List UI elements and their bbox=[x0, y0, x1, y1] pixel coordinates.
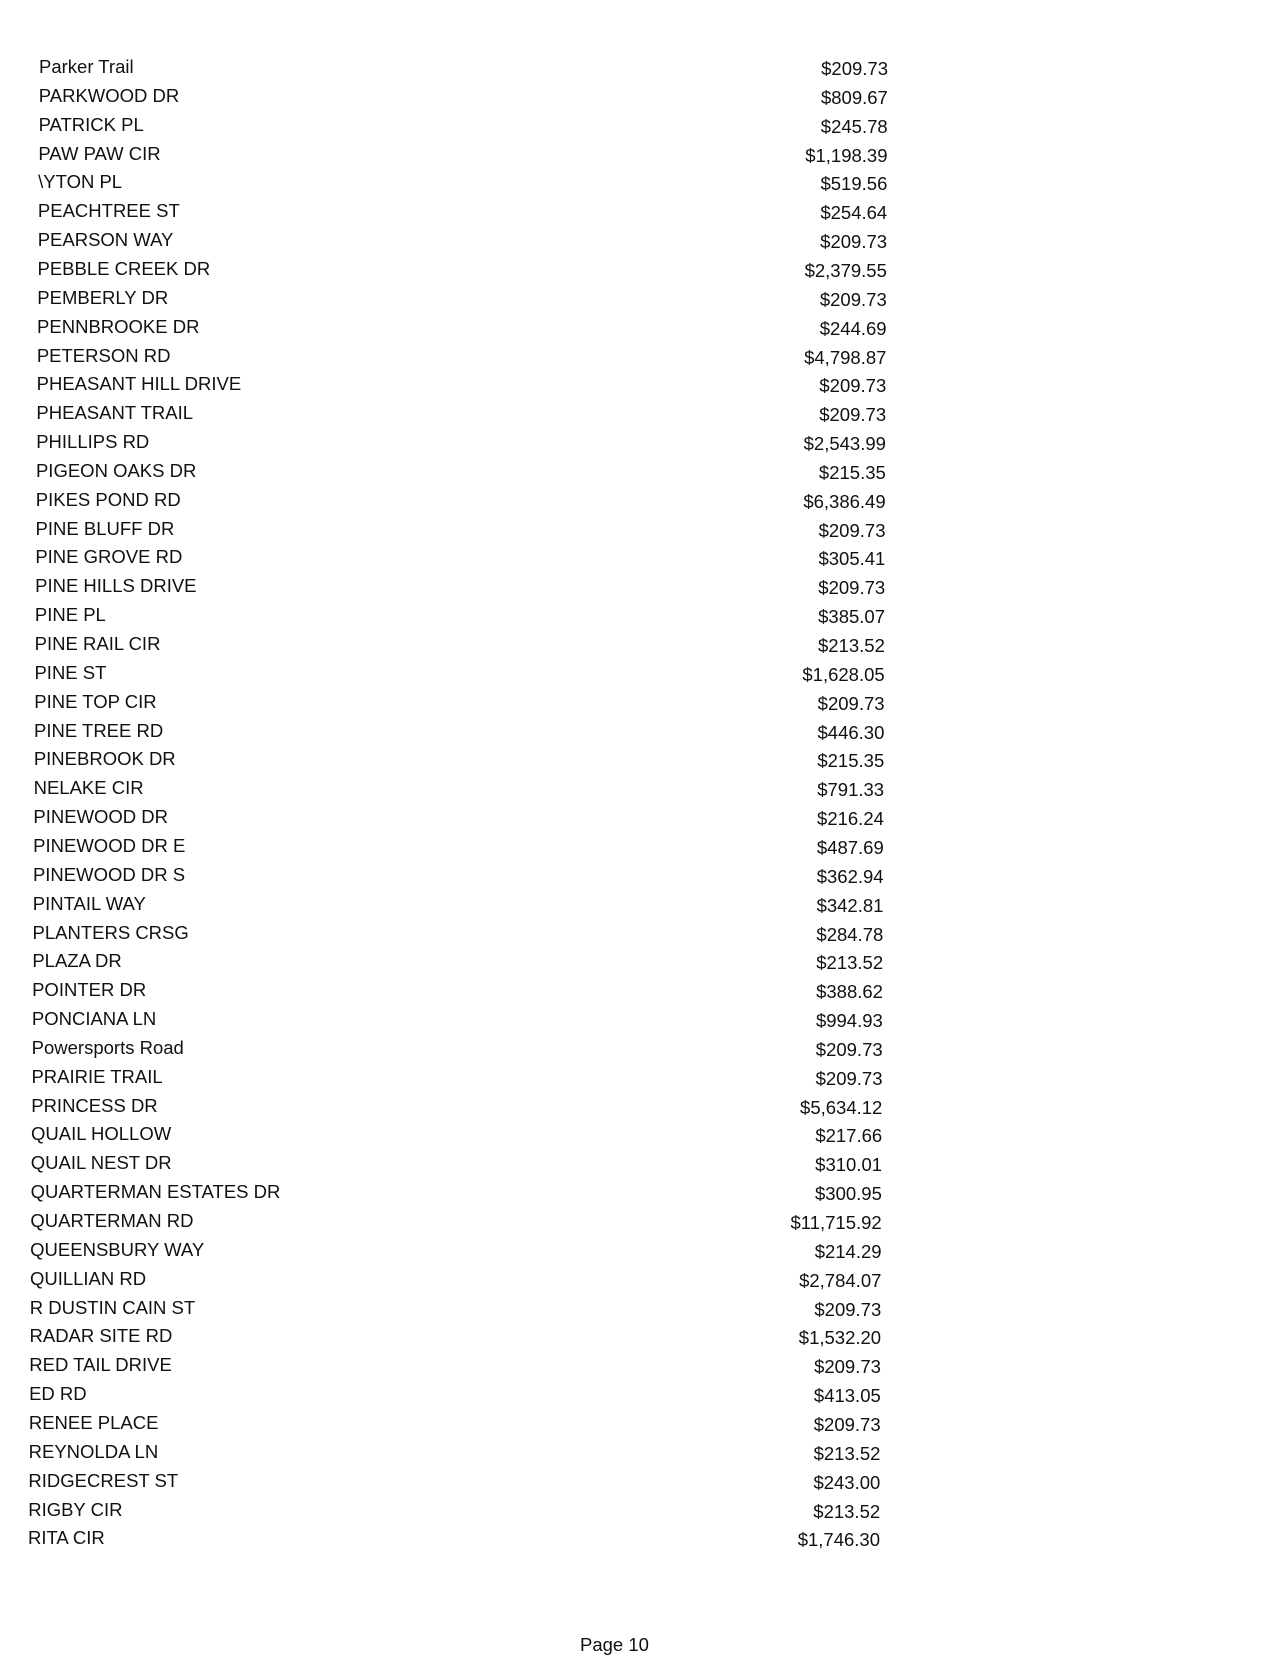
street-name: R DUSTIN CAIN ST bbox=[29, 1296, 196, 1318]
street-name: PINE PL bbox=[34, 604, 106, 626]
street-name: PHEASANT HILL DRIVE bbox=[36, 373, 242, 395]
street-name: QUILLIAN RD bbox=[29, 1267, 147, 1289]
table-row bbox=[0, 56, 1275, 86]
street-name: PRAIRIE TRAIL bbox=[31, 1065, 163, 1087]
assessment-amount: $1,198.39 bbox=[805, 144, 888, 166]
table-row bbox=[0, 1239, 1275, 1269]
street-name: PINEWOOD DR S bbox=[32, 863, 186, 885]
table-row bbox=[0, 1037, 1275, 1067]
assessment-amount: $209.73 bbox=[818, 519, 886, 541]
table-row bbox=[0, 806, 1275, 836]
street-name: PLAZA DR bbox=[32, 950, 122, 972]
table-row bbox=[0, 691, 1275, 721]
street-name: PINTAIL WAY bbox=[32, 892, 146, 914]
street-name: QUARTERMAN ESTATES DR bbox=[30, 1181, 281, 1203]
assessment-amount: $215.35 bbox=[818, 461, 886, 483]
street-name: PINE GROVE RD bbox=[35, 546, 183, 568]
street-name: PEMBERLY DR bbox=[37, 286, 169, 308]
table-row bbox=[0, 950, 1275, 980]
assessment-amount: $305.41 bbox=[818, 548, 886, 570]
street-name: PEBBLE CREEK DR bbox=[37, 257, 211, 279]
table-row bbox=[0, 1210, 1275, 1240]
assessment-amount: $300.95 bbox=[815, 1183, 882, 1205]
street-name: PINEWOOD DR bbox=[33, 806, 169, 828]
street-name: RIGBY CIR bbox=[28, 1498, 123, 1520]
assessment-amount: $213.52 bbox=[813, 1442, 881, 1464]
table-row bbox=[0, 1066, 1275, 1096]
street-name: PINEWOOD DR E bbox=[33, 834, 186, 856]
assessment-amount: $5,634.12 bbox=[800, 1096, 883, 1118]
street-name: PRINCESS DR bbox=[31, 1094, 158, 1116]
assessment-amount: $388.62 bbox=[816, 981, 883, 1003]
table-row bbox=[0, 604, 1275, 634]
assessment-amount: $362.94 bbox=[816, 865, 884, 887]
street-name: QUAIL HOLLOW bbox=[31, 1123, 172, 1145]
table-row bbox=[0, 258, 1275, 288]
street-name: PHEASANT TRAIL bbox=[36, 402, 194, 424]
assessment-amount: $2,543.99 bbox=[803, 433, 886, 455]
street-name: QUAIL NEST DR bbox=[30, 1152, 172, 1174]
table-row bbox=[0, 1268, 1275, 1298]
table-row bbox=[0, 316, 1275, 346]
street-name: REYNOLDA LN bbox=[28, 1440, 159, 1462]
street-name: RIDGECREST ST bbox=[28, 1469, 179, 1491]
table-row bbox=[0, 518, 1275, 548]
assessment-amount: $1,532.20 bbox=[798, 1327, 882, 1349]
assessment-amount: $243.00 bbox=[813, 1471, 881, 1493]
street-name: RED TAIL DRIVE bbox=[29, 1354, 172, 1376]
assessment-amount: $213.52 bbox=[817, 635, 885, 656]
street-name: PARKWOOD DR bbox=[38, 84, 180, 106]
assessment-amount: $2,784.07 bbox=[799, 1269, 882, 1291]
assessment-amount: $254.64 bbox=[820, 202, 888, 224]
assessment-amount: $1,628.05 bbox=[802, 663, 885, 685]
street-name: PLANTERS CRSG bbox=[32, 921, 189, 943]
street-name: PINE TOP CIR bbox=[34, 690, 157, 712]
table-row bbox=[0, 1008, 1275, 1038]
table-row bbox=[0, 720, 1275, 750]
street-name: QUARTERMAN RD bbox=[30, 1210, 194, 1231]
street-name: PINE TREE RD bbox=[34, 719, 164, 741]
street-name: PHILLIPS RD bbox=[36, 431, 150, 453]
assessment-amount: $217.66 bbox=[815, 1125, 883, 1147]
assessment-amount: $519.56 bbox=[820, 173, 888, 195]
street-name: PEACHTREE ST bbox=[37, 200, 180, 222]
assessment-amount: $209.73 bbox=[819, 404, 887, 426]
table-row bbox=[0, 748, 1275, 778]
assessment-amount: $2,379.55 bbox=[804, 259, 887, 281]
table-row bbox=[0, 287, 1275, 317]
assessment-amount: $385.07 bbox=[818, 606, 886, 628]
table-row bbox=[0, 777, 1275, 807]
assessment-amount: $209.73 bbox=[814, 1356, 881, 1378]
assessment-amount: $209.73 bbox=[819, 375, 887, 397]
street-name: PETERSON RD bbox=[36, 344, 171, 366]
table-row bbox=[0, 114, 1275, 144]
street-name: PONCIANA LN bbox=[31, 1008, 157, 1030]
assessment-amount: $413.05 bbox=[813, 1385, 881, 1407]
assessment-amount: $209.73 bbox=[821, 58, 888, 79]
assessment-amount: $209.73 bbox=[820, 231, 888, 253]
assessment-amount: $209.73 bbox=[815, 1067, 883, 1089]
assessment-amount: $209.73 bbox=[813, 1413, 881, 1435]
table-row bbox=[0, 1412, 1275, 1442]
street-name: RENEE PLACE bbox=[28, 1411, 159, 1433]
table-row bbox=[0, 575, 1275, 605]
assessment-amount: $1,746.30 bbox=[797, 1529, 880, 1551]
table-row bbox=[0, 200, 1275, 230]
assessment-amount: $214.29 bbox=[814, 1240, 882, 1262]
table-row bbox=[0, 1325, 1275, 1355]
assessment-amount: $4,798.87 bbox=[804, 346, 887, 368]
assessment-amount: $209.73 bbox=[817, 692, 885, 714]
street-name: Parker Trail bbox=[39, 56, 134, 77]
table-row bbox=[0, 431, 1275, 461]
street-name: Powersports Road bbox=[31, 1036, 184, 1058]
assessment-amount: $213.52 bbox=[813, 1500, 881, 1522]
assessment-amount: $209.73 bbox=[819, 288, 887, 310]
assessment-amount: $342.81 bbox=[816, 894, 884, 916]
assessment-amount: $245.78 bbox=[820, 115, 888, 137]
street-name: PINE RAIL CIR bbox=[34, 633, 161, 654]
table-row bbox=[0, 979, 1275, 1009]
table-row bbox=[0, 546, 1275, 576]
assessment-amount: $809.67 bbox=[820, 86, 888, 108]
table-row bbox=[0, 345, 1275, 375]
table-row bbox=[0, 460, 1275, 490]
table-row bbox=[0, 662, 1275, 692]
street-name: RADAR SITE RD bbox=[29, 1325, 173, 1347]
table-row bbox=[0, 1181, 1275, 1211]
assessment-amount: $791.33 bbox=[817, 779, 885, 801]
street-name: PEARSON WAY bbox=[37, 229, 174, 251]
street-name: POINTER DR bbox=[32, 979, 147, 1001]
assessment-amount: $244.69 bbox=[819, 317, 887, 339]
street-name: ED RD bbox=[29, 1383, 87, 1405]
assessment-amount: $209.73 bbox=[814, 1298, 882, 1320]
assessment-amount: $487.69 bbox=[816, 836, 884, 858]
street-name: QUEENSBURY WAY bbox=[30, 1238, 205, 1260]
street-name: \YTON PL bbox=[38, 171, 123, 193]
table-row bbox=[0, 1527, 1275, 1557]
street-name: PINE ST bbox=[34, 661, 107, 683]
street-name: PIKES POND RD bbox=[35, 488, 181, 510]
table-row bbox=[0, 893, 1275, 923]
assessment-amount: $310.01 bbox=[815, 1154, 883, 1176]
page-number: Page 10 bbox=[580, 1634, 649, 1655]
table-row bbox=[0, 402, 1275, 432]
table-row bbox=[0, 633, 1275, 663]
table-row bbox=[0, 489, 1275, 519]
street-name: NELAKE CIR bbox=[33, 777, 144, 799]
table-row bbox=[0, 1470, 1275, 1500]
assessment-amount: $213.52 bbox=[816, 952, 884, 974]
table-row bbox=[0, 864, 1275, 894]
street-name: PINE HILLS DRIVE bbox=[35, 575, 197, 597]
table-row bbox=[0, 143, 1275, 173]
table-row bbox=[0, 229, 1275, 259]
table-row bbox=[0, 1441, 1275, 1471]
assessment-amount: $994.93 bbox=[815, 1010, 883, 1032]
table-row bbox=[0, 1499, 1275, 1529]
table-row bbox=[0, 1095, 1275, 1125]
assessment-amount: $209.73 bbox=[818, 577, 886, 599]
table-row bbox=[0, 171, 1275, 201]
street-name: PENNBROOKE DR bbox=[37, 315, 200, 337]
table-row bbox=[0, 835, 1275, 865]
assessment-amount: $209.73 bbox=[815, 1038, 883, 1060]
table-row bbox=[0, 1123, 1275, 1153]
table-row bbox=[0, 85, 1275, 115]
assessment-amount: $215.35 bbox=[817, 750, 885, 772]
table-row bbox=[0, 1297, 1275, 1327]
street-name: PINEBROOK DR bbox=[33, 748, 176, 770]
assessment-amount: $446.30 bbox=[817, 721, 885, 743]
table-row bbox=[0, 1152, 1275, 1182]
street-name: PINE BLUFF DR bbox=[35, 517, 175, 539]
table-row bbox=[0, 922, 1275, 952]
street-name: PIGEON OAKS DR bbox=[35, 459, 197, 481]
assessment-amount: $11,715.92 bbox=[790, 1212, 882, 1233]
street-name: RITA CIR bbox=[28, 1527, 105, 1549]
table-row bbox=[0, 1383, 1275, 1413]
assessment-amount: $216.24 bbox=[817, 808, 884, 830]
assessment-amount: $6,386.49 bbox=[803, 490, 886, 512]
street-name: PATRICK PL bbox=[38, 113, 144, 135]
table-row bbox=[0, 373, 1275, 403]
street-name: PAW PAW CIR bbox=[38, 142, 161, 164]
table-row bbox=[0, 1354, 1275, 1384]
assessment-amount: $284.78 bbox=[816, 923, 884, 945]
